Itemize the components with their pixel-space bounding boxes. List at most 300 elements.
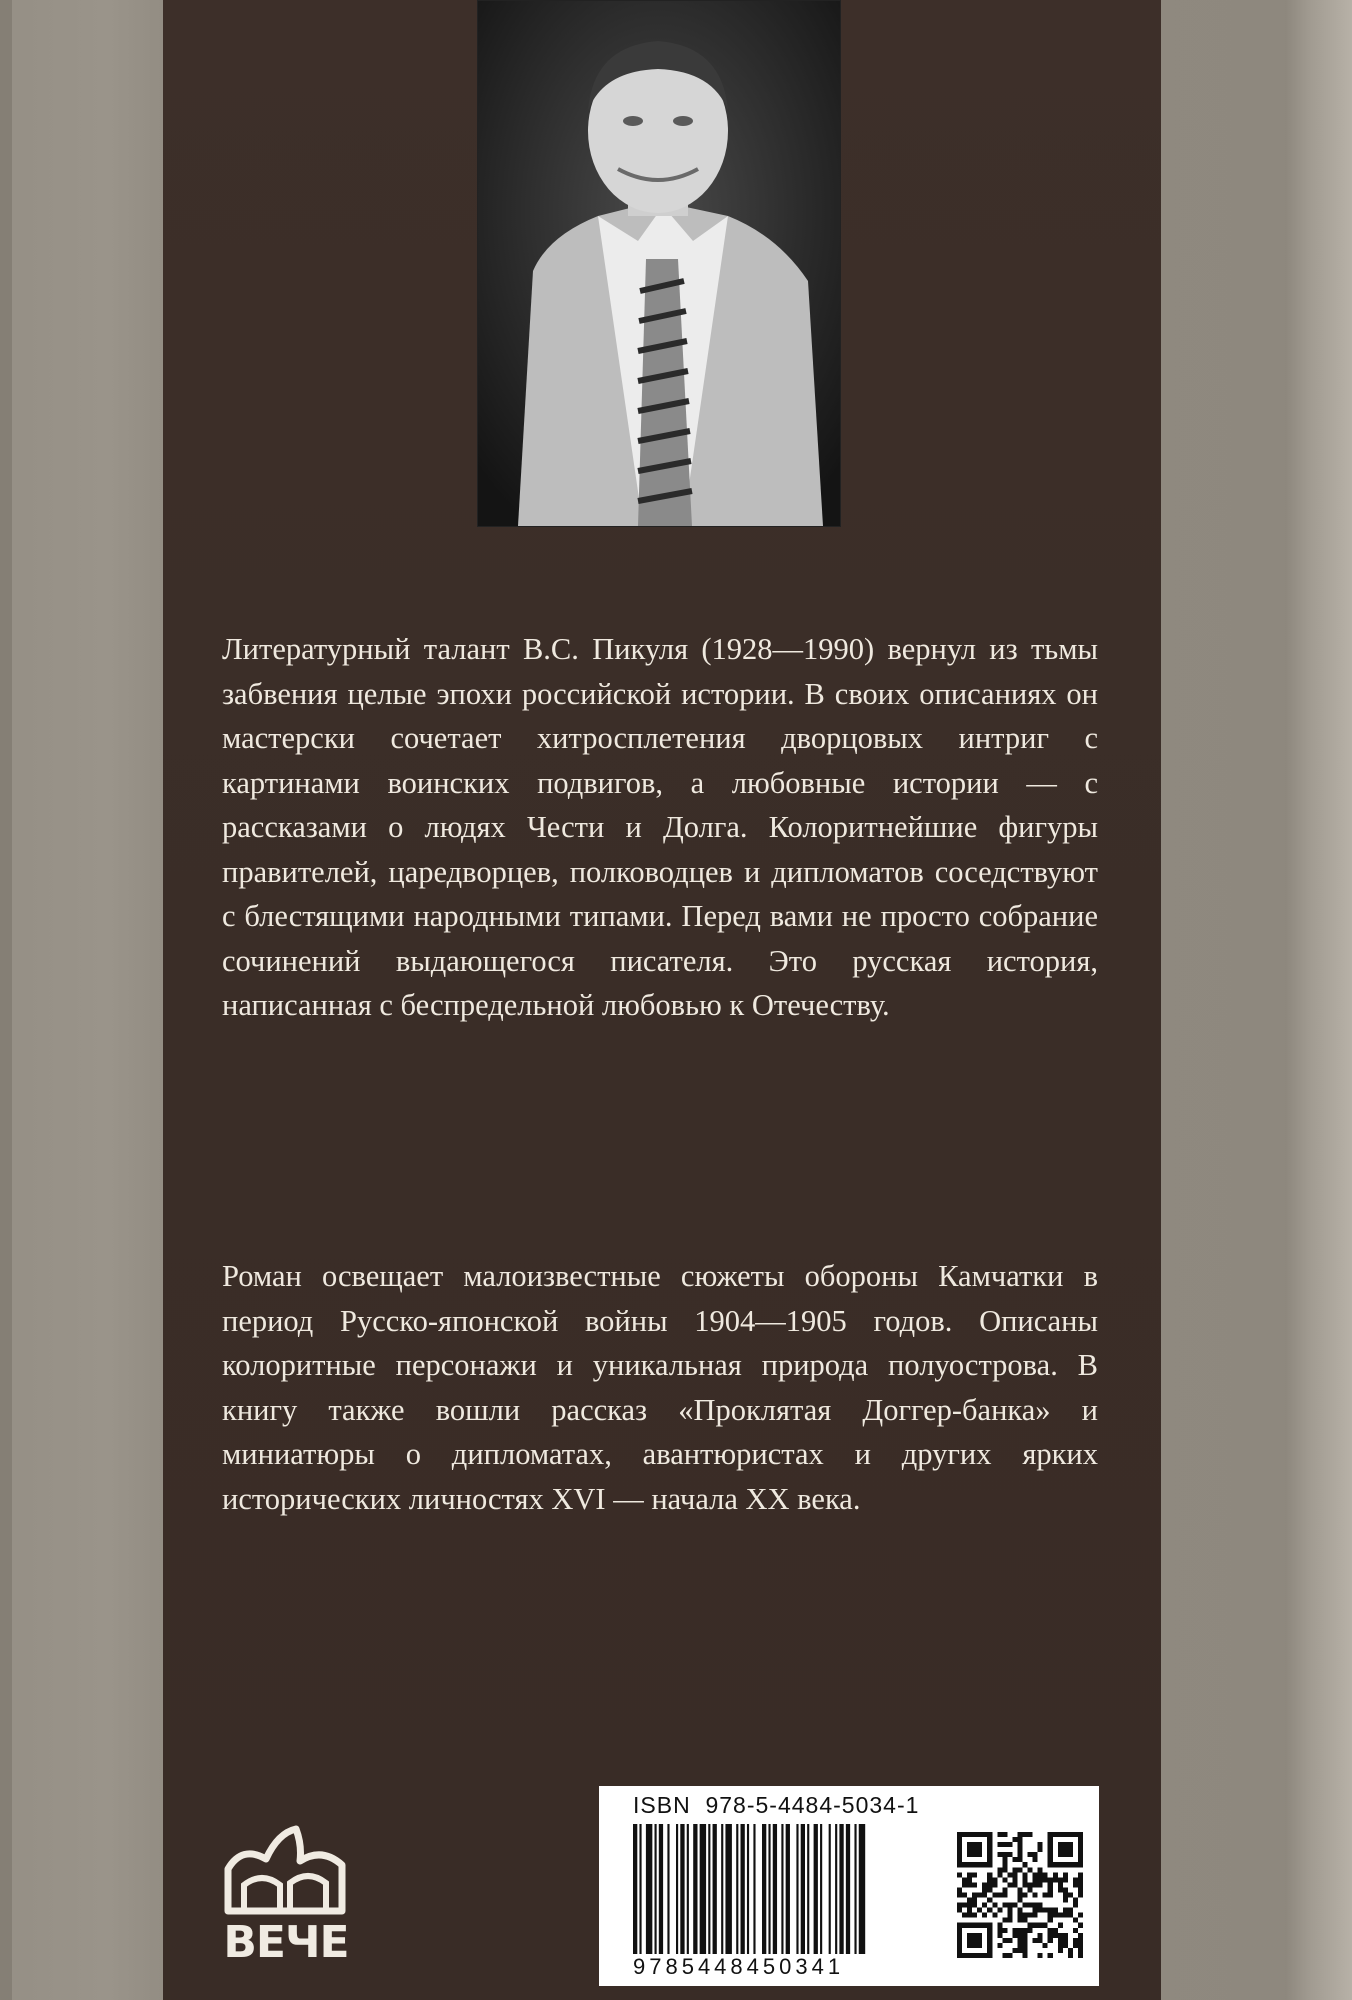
qr-module bbox=[1058, 1882, 1063, 1887]
qr-module bbox=[1023, 1872, 1028, 1877]
qr-module bbox=[957, 1948, 962, 1953]
qr-module bbox=[1043, 1908, 1048, 1913]
qr-module bbox=[977, 1943, 982, 1948]
qr-module bbox=[1007, 1908, 1012, 1913]
qr-module bbox=[1048, 1892, 1053, 1897]
qr-module bbox=[1043, 1892, 1048, 1897]
qr-module bbox=[1033, 1872, 1038, 1877]
qr-module bbox=[1058, 1842, 1063, 1847]
qr-module bbox=[1053, 1928, 1058, 1933]
qr-module bbox=[967, 1903, 972, 1908]
qr-module bbox=[987, 1857, 992, 1862]
qr-module bbox=[1073, 1832, 1078, 1837]
qr-module bbox=[1063, 1938, 1068, 1943]
qr-module bbox=[972, 1862, 977, 1867]
qr-module bbox=[1073, 1898, 1078, 1903]
qr-module bbox=[957, 1857, 962, 1862]
barcode-bar bbox=[781, 1824, 783, 1954]
qr-module bbox=[1023, 1943, 1028, 1948]
qr-module bbox=[977, 1842, 982, 1847]
barcode-bar bbox=[741, 1824, 745, 1954]
qr-module bbox=[957, 1908, 962, 1913]
qr-module bbox=[1002, 1928, 1007, 1933]
qr-module bbox=[967, 1943, 972, 1948]
qr-module bbox=[977, 1892, 982, 1897]
qr-module bbox=[967, 1898, 972, 1903]
qr-module bbox=[1007, 1872, 1012, 1877]
qr-module bbox=[1048, 1908, 1053, 1913]
qr-module bbox=[1023, 1918, 1028, 1923]
qr-module bbox=[962, 1903, 967, 1908]
barcode-bar bbox=[736, 1824, 738, 1954]
qr-module bbox=[1012, 1928, 1017, 1933]
qr-module bbox=[957, 1938, 962, 1943]
qr-module bbox=[972, 1842, 977, 1847]
barcode-bar bbox=[687, 1824, 689, 1954]
qr-module bbox=[1063, 1877, 1068, 1882]
qr-module bbox=[987, 1852, 992, 1857]
qr-module bbox=[1048, 1887, 1053, 1892]
qr-module bbox=[997, 1933, 1002, 1938]
qr-module bbox=[1007, 1918, 1012, 1923]
qr-module bbox=[987, 1898, 992, 1903]
qr-module bbox=[1053, 1908, 1058, 1913]
barcode-bar bbox=[859, 1824, 865, 1954]
barcode-bars bbox=[633, 1824, 933, 1954]
qr-module bbox=[1048, 1847, 1053, 1852]
qr-module bbox=[987, 1862, 992, 1867]
barcode-bar bbox=[713, 1824, 717, 1954]
qr-module bbox=[1063, 1898, 1068, 1903]
qr-module bbox=[1043, 1872, 1048, 1877]
qr-module bbox=[1017, 1857, 1022, 1862]
qr-module bbox=[982, 1913, 987, 1918]
qr-module bbox=[1028, 1882, 1033, 1887]
qr-module bbox=[1028, 1913, 1033, 1918]
qr-module bbox=[1023, 1877, 1028, 1882]
qr-module bbox=[1043, 1923, 1048, 1928]
qr-module bbox=[997, 1943, 1002, 1948]
qr-module bbox=[982, 1953, 987, 1958]
qr-module bbox=[1063, 1842, 1068, 1847]
qr-module bbox=[1012, 1948, 1017, 1953]
qr-module bbox=[972, 1882, 977, 1887]
qr-module bbox=[1038, 1953, 1043, 1958]
qr-module bbox=[1068, 1842, 1073, 1847]
qr-module bbox=[1033, 1882, 1038, 1887]
qr-module bbox=[997, 1928, 1002, 1933]
qr-module bbox=[957, 1933, 962, 1938]
qr-module bbox=[1078, 1943, 1083, 1948]
qr-module bbox=[982, 1862, 987, 1867]
qr-module bbox=[1058, 1877, 1063, 1882]
qr-module bbox=[967, 1913, 972, 1918]
barcode-digits: 9785448450341 bbox=[633, 1954, 845, 1979]
qr-module bbox=[957, 1832, 962, 1837]
qr-module bbox=[957, 1862, 962, 1867]
barcode-bar bbox=[854, 1824, 856, 1954]
qr-module bbox=[967, 1862, 972, 1867]
barcode-bar bbox=[796, 1824, 798, 1954]
qr-module bbox=[1068, 1948, 1073, 1953]
qr-module bbox=[1053, 1913, 1058, 1918]
qr-module bbox=[967, 1938, 972, 1943]
qr-module bbox=[977, 1933, 982, 1938]
qr-module bbox=[1017, 1943, 1022, 1948]
qr-module bbox=[1068, 1847, 1073, 1852]
qr-module bbox=[1002, 1892, 1007, 1897]
isbn-barcode-panel bbox=[599, 1786, 1099, 1986]
qr-module bbox=[1058, 1862, 1063, 1867]
cover-right-edge bbox=[1285, 0, 1352, 2000]
qr-module bbox=[1023, 1928, 1028, 1933]
qr-module bbox=[1048, 1852, 1053, 1857]
qr-module bbox=[1048, 1953, 1053, 1958]
qr-module bbox=[972, 1953, 977, 1958]
qr-module bbox=[1017, 1837, 1022, 1842]
qr-module bbox=[1068, 1852, 1073, 1857]
qr-module bbox=[957, 1892, 962, 1897]
barcode-bar bbox=[786, 1824, 790, 1954]
qr-module bbox=[987, 1953, 992, 1958]
qr-module bbox=[967, 1933, 972, 1938]
qr-module bbox=[1073, 1862, 1078, 1867]
qr-module bbox=[1002, 1953, 1007, 1958]
qr-module bbox=[987, 1948, 992, 1953]
qr-module bbox=[1053, 1872, 1058, 1877]
qr-module bbox=[1048, 1928, 1053, 1933]
qr-module bbox=[1023, 1903, 1028, 1908]
qr-module bbox=[1048, 1933, 1053, 1938]
qr-module bbox=[992, 1877, 997, 1882]
qr-module bbox=[1068, 1892, 1073, 1897]
qr-module bbox=[997, 1832, 1002, 1837]
qr-module bbox=[1002, 1852, 1007, 1857]
qr-module bbox=[1033, 1892, 1038, 1897]
qr-module bbox=[1023, 1953, 1028, 1958]
qr-module bbox=[957, 1943, 962, 1948]
qr-module bbox=[957, 1903, 962, 1908]
qr-module bbox=[957, 1923, 962, 1928]
qr-module bbox=[972, 1832, 977, 1837]
qr-module bbox=[967, 1842, 972, 1847]
qr-module bbox=[1063, 1852, 1068, 1857]
qr-module bbox=[1063, 1913, 1068, 1918]
qr-module bbox=[1078, 1892, 1083, 1897]
qr-module bbox=[962, 1882, 967, 1887]
qr-module bbox=[1017, 1832, 1022, 1837]
qr-module bbox=[1068, 1832, 1073, 1837]
qr-module bbox=[1033, 1938, 1038, 1943]
qr-module bbox=[972, 1872, 977, 1877]
qr-module bbox=[987, 1933, 992, 1938]
qr-module bbox=[1058, 1832, 1063, 1837]
qr-module bbox=[962, 1892, 967, 1897]
qr-module bbox=[1048, 1837, 1053, 1842]
qr-module bbox=[957, 1928, 962, 1933]
qr-module bbox=[1048, 1842, 1053, 1847]
qr-module bbox=[972, 1852, 977, 1857]
qr-module bbox=[1017, 1948, 1022, 1953]
publisher-name: ВЕЧЕ bbox=[223, 1917, 349, 1968]
qr-module bbox=[962, 1832, 967, 1837]
qr-module bbox=[1068, 1953, 1073, 1958]
qr-module bbox=[982, 1923, 987, 1928]
barcode-bar bbox=[680, 1824, 684, 1954]
qr-module bbox=[1028, 1928, 1033, 1933]
qr-module bbox=[1058, 1852, 1063, 1857]
qr-module bbox=[1017, 1938, 1022, 1943]
qr-module bbox=[1068, 1908, 1073, 1913]
qr-module bbox=[1007, 1953, 1012, 1958]
isbn-label: ISBN 978-5-4484-5034-1 bbox=[633, 1792, 920, 1818]
qr-module bbox=[992, 1903, 997, 1908]
qr-module bbox=[1012, 1877, 1017, 1882]
qr-module bbox=[1023, 1913, 1028, 1918]
qr-module bbox=[1078, 1877, 1083, 1882]
qr-module bbox=[1048, 1832, 1053, 1837]
qr-module bbox=[962, 1923, 967, 1928]
qr-module bbox=[982, 1832, 987, 1837]
qr-module bbox=[1002, 1918, 1007, 1923]
qr-module bbox=[1023, 1948, 1028, 1953]
qr-module bbox=[1063, 1908, 1068, 1913]
author-portrait-illustration bbox=[478, 1, 840, 526]
qr-module bbox=[1078, 1847, 1083, 1852]
qr-module bbox=[1073, 1943, 1078, 1948]
qr-module bbox=[1048, 1857, 1053, 1862]
qr-module bbox=[987, 1842, 992, 1847]
qr-module bbox=[1063, 1832, 1068, 1837]
qr-module bbox=[1033, 1913, 1038, 1918]
qr-module bbox=[967, 1923, 972, 1928]
qr-module bbox=[972, 1898, 977, 1903]
qr-module bbox=[1023, 1882, 1028, 1887]
publisher-emblem-icon bbox=[222, 1825, 350, 1917]
qr-module bbox=[967, 1908, 972, 1913]
qr-module bbox=[1073, 1877, 1078, 1882]
qr-module bbox=[982, 1882, 987, 1887]
barcode-bar bbox=[768, 1824, 770, 1954]
qr-module bbox=[1043, 1943, 1048, 1948]
qr-module bbox=[992, 1882, 997, 1887]
qr-module bbox=[1058, 1948, 1063, 1953]
qr-module bbox=[1078, 1913, 1083, 1918]
qr-module bbox=[957, 1852, 962, 1857]
barcode-bar bbox=[814, 1824, 818, 1954]
qr-module bbox=[967, 1882, 972, 1887]
qr-module bbox=[1078, 1953, 1083, 1958]
qr-module bbox=[1078, 1837, 1083, 1842]
qr-module bbox=[987, 1908, 992, 1913]
blurb-paragraph-2: Роман освещает малоизвестные сюжеты обороны Камчатки в период Русско-японской войны 1904—1905 годов. Описаны колоритные персонажи и уникальная природа полуострова. В книгу также вошли рассказ «Проклятая Доггер-банка» и миниатюры о дипломатах, авантюристах и других ярких исторических личностях XVI — начала XX века. bbox=[222, 1259, 1098, 1516]
cover-left-edge bbox=[0, 0, 12, 2000]
qr-module bbox=[972, 1913, 977, 1918]
qr-module bbox=[1007, 1938, 1012, 1943]
qr-module bbox=[1002, 1862, 1007, 1867]
qr-module bbox=[1068, 1913, 1073, 1918]
qr-module bbox=[957, 1953, 962, 1958]
barcode-bar bbox=[639, 1824, 641, 1954]
qr-module bbox=[982, 1892, 987, 1897]
barcode-bar bbox=[762, 1824, 766, 1954]
barcode-bar bbox=[801, 1824, 805, 1954]
qr-module bbox=[1028, 1887, 1033, 1892]
qr-module bbox=[977, 1953, 982, 1958]
qr-module bbox=[1078, 1948, 1083, 1953]
qr-module bbox=[1007, 1882, 1012, 1887]
qr-module bbox=[1063, 1933, 1068, 1938]
qr-module bbox=[987, 1928, 992, 1933]
publisher-logo bbox=[222, 1825, 350, 1975]
qr-module bbox=[1063, 1892, 1068, 1897]
qr-module bbox=[1048, 1882, 1053, 1887]
qr-module bbox=[1043, 1877, 1048, 1882]
qr-module bbox=[982, 1887, 987, 1892]
qr-module bbox=[997, 1923, 1002, 1928]
qr-module bbox=[1048, 1938, 1053, 1943]
qr-module bbox=[1017, 1887, 1022, 1892]
qr-module bbox=[1038, 1923, 1043, 1928]
qr-module bbox=[1002, 1887, 1007, 1892]
qr-module bbox=[1078, 1842, 1083, 1847]
qr-module bbox=[967, 1877, 972, 1882]
qr-module bbox=[1063, 1847, 1068, 1852]
barcode-bar bbox=[633, 1824, 637, 1954]
qr-module bbox=[977, 1923, 982, 1928]
qr-module bbox=[1053, 1933, 1058, 1938]
qr-code bbox=[957, 1832, 1083, 1958]
qr-module bbox=[997, 1892, 1002, 1897]
qr-module bbox=[962, 1862, 967, 1867]
barcode-bar bbox=[839, 1824, 843, 1954]
qr-module bbox=[967, 1832, 972, 1837]
qr-module bbox=[1002, 1877, 1007, 1882]
qr-module bbox=[1078, 1882, 1083, 1887]
qr-module bbox=[962, 1877, 967, 1882]
qr-module bbox=[1017, 1908, 1022, 1913]
qr-module bbox=[1038, 1882, 1043, 1887]
qr-module bbox=[1028, 1923, 1033, 1928]
qr-module bbox=[992, 1892, 997, 1897]
qr-module bbox=[957, 1847, 962, 1852]
qr-module bbox=[1017, 1847, 1022, 1852]
qr-module bbox=[977, 1938, 982, 1943]
qr-module bbox=[1078, 1887, 1083, 1892]
qr-module bbox=[1048, 1918, 1053, 1923]
barcode-bar bbox=[829, 1824, 831, 1954]
qr-module bbox=[1063, 1872, 1068, 1877]
qr-module bbox=[1078, 1857, 1083, 1862]
blurb-paragraph-1: Литературный талант В.С. Пикуля (1928—1990) вернул из тьмы забвения целые эпохи российской истории. В своих описаниях он мастерски сочетает хитросплетения дворцовых интриг с картинами воинских подвигов, а любовные истории — с рассказами о людях Чести и Долга. Колоритнейшие фигуры правителей, царедворцев, полководцев и дипломатов соседствуют с блестящими народными типами. Перед вами не просто собрание сочинений выдающегося писателя. Это русская история, написанная с беспредельной любовью к Отечеству. bbox=[222, 632, 1098, 1022]
qr-module bbox=[977, 1832, 982, 1837]
qr-module bbox=[1007, 1852, 1012, 1857]
barcode-bar bbox=[667, 1824, 669, 1954]
qr-module bbox=[1023, 1892, 1028, 1897]
qr-module bbox=[1073, 1918, 1078, 1923]
qr-module bbox=[1073, 1882, 1078, 1887]
qr-module bbox=[1073, 1928, 1078, 1933]
qr-module bbox=[1078, 1832, 1083, 1837]
qr-module bbox=[1058, 1847, 1063, 1852]
qr-module bbox=[1073, 1903, 1078, 1908]
qr-module bbox=[977, 1862, 982, 1867]
qr-module bbox=[1048, 1913, 1053, 1918]
qr-module bbox=[962, 1913, 967, 1918]
qr-module bbox=[1033, 1908, 1038, 1913]
qr-module bbox=[1012, 1933, 1017, 1938]
qr-module bbox=[967, 1847, 972, 1852]
qr-module bbox=[1038, 1933, 1043, 1938]
barcode-bar bbox=[659, 1824, 663, 1954]
qr-module bbox=[982, 1903, 987, 1908]
qr-module bbox=[977, 1908, 982, 1913]
qr-module bbox=[1078, 1938, 1083, 1943]
qr-module bbox=[987, 1943, 992, 1948]
qr-module bbox=[957, 1887, 962, 1892]
qr-module bbox=[972, 1923, 977, 1928]
barcode-bar bbox=[846, 1824, 850, 1954]
barcode-bar bbox=[753, 1824, 755, 1954]
qr-module bbox=[1012, 1837, 1017, 1842]
qr-module bbox=[1038, 1872, 1043, 1877]
qr-module bbox=[1063, 1862, 1068, 1867]
barcode-bar bbox=[676, 1824, 678, 1954]
barcode-bar bbox=[807, 1824, 809, 1954]
qr-module bbox=[1017, 1913, 1022, 1918]
qr-module bbox=[1078, 1872, 1083, 1877]
qr-module bbox=[1012, 1867, 1017, 1872]
qr-module bbox=[1058, 1913, 1063, 1918]
qr-module bbox=[1058, 1933, 1063, 1938]
qr-module bbox=[1078, 1862, 1083, 1867]
qr-module bbox=[1033, 1923, 1038, 1928]
barcode-bar bbox=[747, 1824, 749, 1954]
qr-module bbox=[972, 1903, 977, 1908]
qr-module bbox=[1028, 1832, 1033, 1837]
qr-module bbox=[1028, 1867, 1033, 1872]
qr-module bbox=[1063, 1943, 1068, 1948]
qr-module bbox=[987, 1882, 992, 1887]
qr-module bbox=[1048, 1862, 1053, 1867]
qr-module bbox=[987, 1847, 992, 1852]
qr-module bbox=[1023, 1938, 1028, 1943]
qr-module bbox=[1038, 1847, 1043, 1852]
qr-module bbox=[1007, 1903, 1012, 1908]
qr-module bbox=[1017, 1918, 1022, 1923]
qr-module bbox=[1017, 1933, 1022, 1938]
qr-module bbox=[1078, 1933, 1083, 1938]
qr-module bbox=[957, 1842, 962, 1847]
qr-module bbox=[1068, 1862, 1073, 1867]
qr-module bbox=[1012, 1903, 1017, 1908]
qr-module bbox=[1002, 1867, 1007, 1872]
qr-module bbox=[1038, 1908, 1043, 1913]
qr-module bbox=[1002, 1857, 1007, 1862]
qr-module bbox=[972, 1933, 977, 1938]
barcode-bar bbox=[725, 1824, 731, 1954]
qr-module bbox=[1078, 1923, 1083, 1928]
qr-module bbox=[987, 1938, 992, 1943]
qr-module bbox=[1028, 1903, 1033, 1908]
barcode-bar bbox=[646, 1824, 652, 1954]
barcode-bar bbox=[820, 1824, 822, 1954]
qr-module bbox=[1038, 1867, 1043, 1872]
qr-module bbox=[1048, 1877, 1053, 1882]
barcode-bar bbox=[693, 1824, 697, 1954]
qr-module bbox=[1002, 1842, 1007, 1847]
qr-module bbox=[962, 1953, 967, 1958]
